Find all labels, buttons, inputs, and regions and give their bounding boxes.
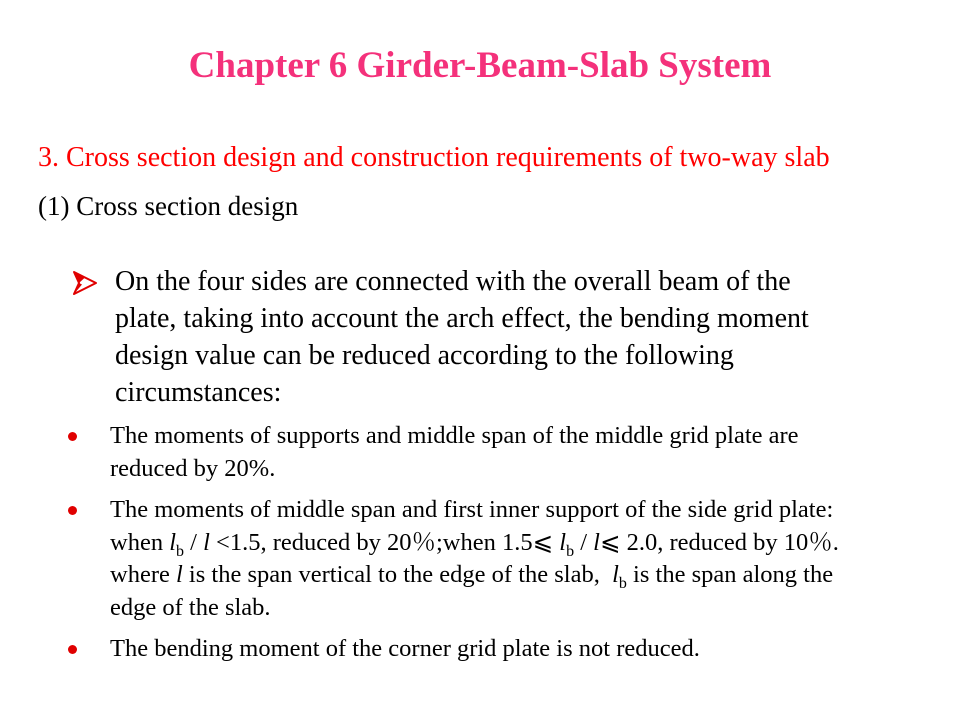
bullet-dot-icon <box>68 432 77 441</box>
arrow-bullet-text: On the four sides are connected with the overall beam of the plate, taking into account the arch effect, the bending moment design value can be reduced according to the following circumstances: <box>115 266 809 408</box>
bullet-text: The moments of middle span and first inner support of the side grid plate: when $l_b / l <1.5$, reduced by 20％;when 1.5⩽ $l_b$ / l⩽ 2.0, reduced by 10％. where l is the span vertical to the edge of the slab, $l_b$ is the span along the edge of the slab. <box>110 496 839 621</box>
slide-title: Chapter 6 Girder-Beam-Slab System <box>188 45 772 86</box>
bullet-text: The moments of supports and middle span of the middle grid plate are reduced by 20%. <box>110 422 799 482</box>
bullet-list <box>0 420 960 666</box>
bullet-dot-icon <box>68 645 77 654</box>
section-heading: 3. Cross section design and construction requirements of two-way slab <box>38 142 830 173</box>
arrowhead-bullet-icon <box>72 270 98 296</box>
list-item <box>0 633 960 666</box>
bullet-text: The bending moment of the corner grid plate is not reduced. <box>110 635 700 662</box>
list-item <box>0 494 960 624</box>
bullet-dot-icon <box>68 506 77 515</box>
arrow-bullet-item <box>72 263 960 411</box>
subsection-heading: (1) Cross section design <box>38 191 299 221</box>
list-item <box>0 420 960 485</box>
